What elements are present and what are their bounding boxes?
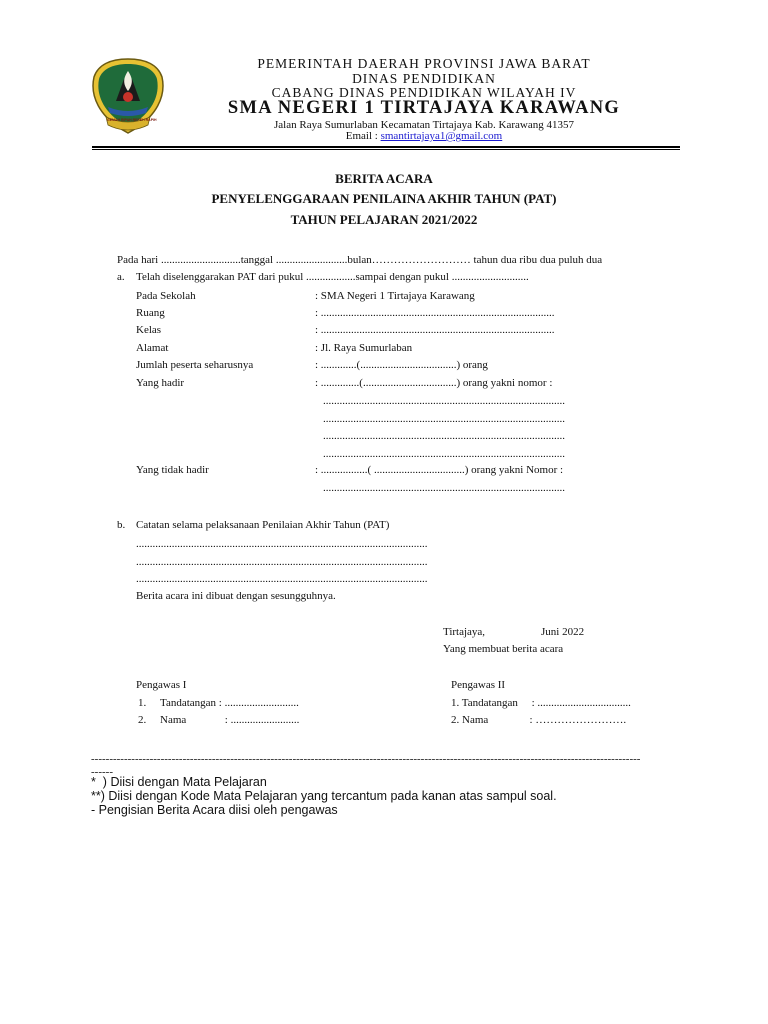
field-label-absent: Yang tidak hadir: [136, 464, 209, 476]
place: Tirtajaya,: [443, 626, 486, 638]
absent-numbers-line: ........................................................................................: [323, 482, 565, 494]
present-numbers-line: ........................................................................................: [323, 448, 565, 460]
field-value-address: : Jl. Raya Sumurlaban: [315, 342, 413, 354]
supervisor-1-sign: Tandatangan : ...........................: [160, 697, 299, 709]
section-a-text: Telah diselenggarakan PAT dari pukul ..................sampai dengan pukul ............................: [136, 271, 529, 283]
closing-statement: Berita acara ini dibuat dengan sesungguhnya.: [136, 590, 336, 602]
notes-line: ..........................................................................................................: [136, 573, 428, 585]
date: Juni 2022: [541, 626, 585, 638]
present-numbers-line: ........................................................................................: [323, 395, 565, 407]
supervisor-1-sign-number: 1.: [138, 697, 147, 709]
header-rule-thick: [92, 146, 680, 148]
header-branch: CABANG DINAS PENDIDIKAN WILAYAH IV: [271, 85, 577, 100]
header-school-name: SMA NEGERI 1 TIRTAJAYA KARAWANG: [227, 98, 621, 118]
section-b-text: Catatan selama pelaksanaan Penilaian Akhir Tahun (PAT): [136, 519, 390, 531]
header-government: PEMERINTAH DAERAH PROVINSI JAWA BARAT: [257, 56, 591, 71]
notes-line: ..........................................................................................................: [136, 556, 428, 568]
supervisor-1-title: Pengawas I: [136, 679, 187, 691]
field-label-class: Kelas: [136, 324, 162, 336]
section-a-marker: a.: [117, 271, 125, 283]
footnote-filling: - Pengisian Berita Acara diisi oleh pengawas: [91, 803, 338, 817]
doc-year: TAHUN PELAJARAN 2021/2022: [290, 212, 478, 227]
field-value-school: : SMA Negeri 1 Tirtajaya Karawang: [315, 290, 475, 302]
intro-line: Pada hari .............................tanggal ..........................bulan……………………… tahun dua ribu dua puluh dua: [117, 254, 603, 266]
logo-motto: GEMAH RIPAH REPEH RAPIH: [107, 118, 157, 122]
header-email-line: [200, 130, 648, 142]
present-numbers-line: ........................................................................................: [323, 430, 565, 442]
footer-separator: ------------------------------------------------------------------------------------------------------------------------------------------------------: [91, 753, 641, 765]
doc-title: BERITA ACARA: [335, 171, 433, 186]
supervisor-2-sign: 1. Tandatangan : ..................................: [451, 697, 631, 709]
footer-separator-cont: ------: [91, 766, 113, 778]
doc-subtitle: PENYELENGGARAAN PENILAINA AKHIR TAHUN (PAT): [211, 191, 557, 206]
header-agency: DINAS PENDIDIKAN: [352, 71, 496, 86]
field-label-address: Alamat: [136, 342, 169, 354]
field-label-school: Pada Sekolah: [136, 290, 196, 302]
footnote-code: **) Diisi dengan Kode Mata Pelajaran yang tercantum pada kanan atas sampul soal.: [91, 789, 557, 803]
present-numbers-line: ........................................................................................: [323, 413, 565, 425]
email-link[interactable]: smantirtajaya1@gmail.com: [380, 130, 503, 142]
school-logo: [88, 55, 168, 139]
header-address: Jalan Raya Sumurlaban Kecamatan Tirtajaya Kab. Karawang 41357: [274, 119, 574, 131]
field-value-absent: : .................( .................................) orang yakni Nomor :: [315, 464, 564, 476]
supervisor-2-title: Pengawas II: [451, 679, 506, 691]
field-label-room: Ruang: [136, 307, 165, 319]
footnote-subject: * ) Diisi dengan Mata Pelajaran: [91, 775, 267, 789]
supervisor-2-name: 2. Nama : …………………….: [451, 714, 627, 726]
field-value-room: : .....................................................................................: [315, 307, 555, 319]
field-label-present: Yang hadir: [136, 377, 185, 389]
maker-label: Yang membuat berita acara: [443, 643, 564, 655]
field-value-class: : .....................................................................................: [315, 324, 555, 336]
notes-line: ..........................................................................................................: [136, 538, 428, 550]
supervisor-1-name-number: 2.: [138, 714, 147, 726]
header-rule-thin: [92, 149, 680, 150]
section-b-marker: b.: [117, 519, 126, 531]
supervisor-1-name: Nama : .........................: [160, 714, 300, 726]
email-label: Email :: [345, 130, 381, 142]
field-label-expected: Jumlah peserta seharusnya: [136, 359, 254, 371]
field-value-present: : ..............(..................................) orang yakni nomor :: [315, 377, 553, 389]
field-value-expected: : .............(...................................) orang: [315, 359, 488, 371]
